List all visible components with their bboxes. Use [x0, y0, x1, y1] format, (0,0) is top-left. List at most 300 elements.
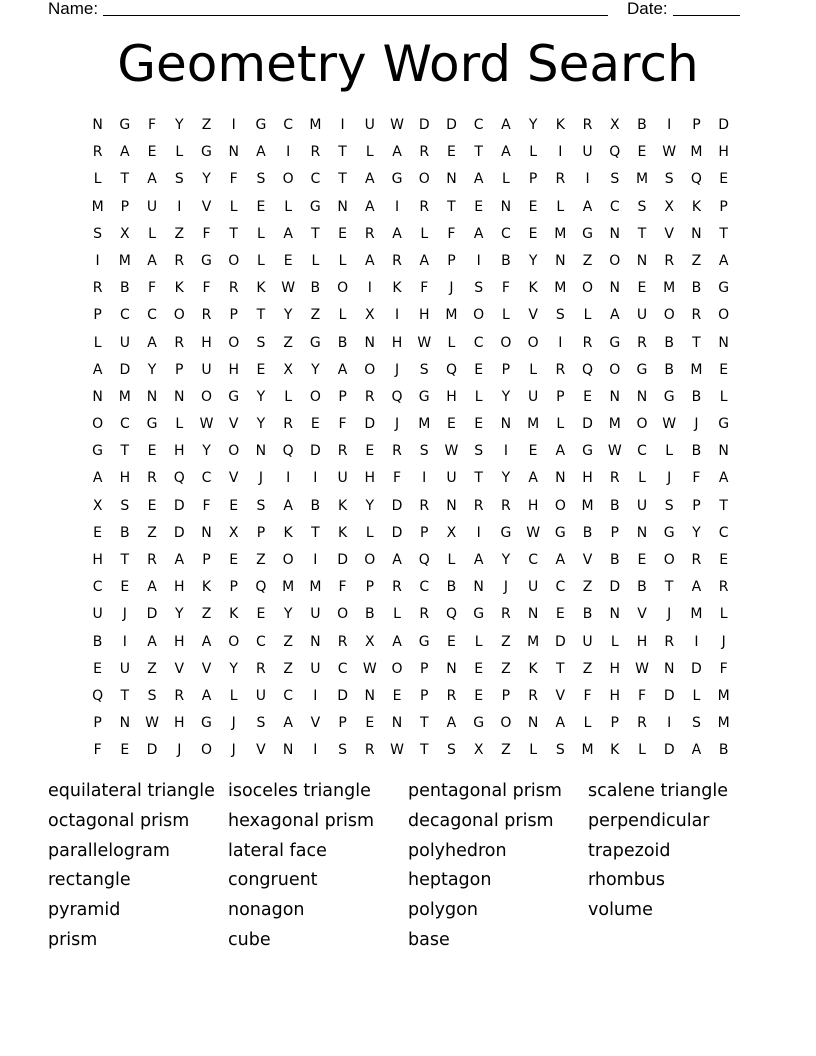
grid-cell: P — [610, 524, 619, 541]
grid-cell: V — [555, 687, 566, 704]
grid-cell: S — [555, 742, 565, 759]
grid-row — [84, 548, 737, 575]
grid-cell: L — [583, 307, 592, 324]
grid-cell: C — [637, 443, 647, 460]
grid-cell: X — [446, 524, 457, 541]
grid-cell: H — [119, 470, 131, 487]
grid-cell: A — [528, 470, 538, 487]
grid-cell: A — [555, 443, 566, 460]
grid-cell: W — [145, 715, 159, 732]
grid-cell: U — [255, 687, 267, 704]
grid-cell: B — [582, 606, 593, 623]
grid-cell: E — [528, 443, 538, 460]
grid-cell: A — [337, 361, 348, 378]
grid-cell: N — [500, 416, 512, 433]
grid-cell: H — [364, 470, 376, 487]
word-list-item: parallelogram — [48, 840, 170, 861]
grid-cell: M — [635, 171, 649, 188]
grid-cell: F — [719, 660, 728, 677]
grid-cell: C — [528, 552, 538, 568]
grid-cell: W — [199, 416, 214, 433]
grid-cell: O — [337, 280, 349, 297]
grid-cell: T — [447, 198, 456, 215]
grid-cell: L — [338, 252, 347, 269]
grid-cell: Y — [311, 361, 320, 378]
grid-cell: A — [392, 633, 402, 650]
grid-cell: A — [473, 171, 484, 188]
grid-cell: E — [719, 552, 729, 568]
grid-cell: A — [392, 144, 402, 161]
grid-cell: L — [93, 334, 102, 351]
grid-cell: O — [228, 443, 240, 460]
grid-cell: V — [664, 225, 674, 242]
grid-cell: O — [718, 307, 730, 324]
grid-cell: T — [719, 497, 728, 514]
grid-row — [84, 249, 737, 276]
grid-cell: L — [257, 225, 265, 242]
grid-cell: H — [609, 660, 621, 677]
word-list-item: pyramid — [48, 900, 121, 921]
grid-cell: C — [283, 117, 294, 133]
grid-cell: P — [556, 388, 565, 405]
grid-cell: W — [607, 443, 622, 460]
grid-cell: G — [201, 144, 212, 161]
grid-cell: S — [610, 171, 620, 188]
grid-cell: R — [664, 252, 675, 269]
grid-cell: D — [119, 361, 131, 378]
grid-cell: M — [418, 416, 431, 433]
grid-cell: E — [528, 198, 538, 215]
grid-cell: T — [474, 470, 483, 487]
grid-cell: N — [609, 225, 620, 242]
grid-cell: F — [501, 280, 510, 297]
grid-cell: C — [718, 524, 729, 541]
grid-cell: L — [501, 171, 510, 188]
grid-cell: A — [501, 117, 511, 133]
grid-cell: H — [92, 552, 103, 568]
grid-cell: M — [91, 198, 104, 215]
grid-row — [84, 222, 737, 249]
grid-cell: W — [417, 334, 432, 351]
grid-cell: E — [365, 715, 375, 732]
grid-row — [84, 466, 737, 493]
grid-cell: G — [663, 524, 675, 541]
word-list-item: polygon — [408, 900, 478, 921]
grid-cell: G — [201, 252, 212, 269]
grid-cell: R — [473, 497, 484, 514]
grid-cell: I — [313, 687, 318, 704]
grid-cell: B — [637, 579, 647, 596]
grid-cell: G — [582, 225, 593, 242]
grid-cell: N — [364, 687, 376, 704]
grid-cell: I — [367, 280, 372, 297]
grid-cell: Z — [283, 334, 293, 351]
grid-cell: G — [609, 334, 621, 351]
grid-cell: X — [283, 361, 293, 378]
grid-cell: E — [120, 579, 130, 596]
grid-cell: Y — [174, 606, 184, 623]
grid-cell: J — [449, 280, 454, 297]
grid-cell: L — [393, 606, 401, 623]
grid-cell: R — [92, 144, 103, 161]
grid-cell: D — [173, 497, 185, 514]
grid-cell: O — [527, 334, 539, 351]
grid-cell: B — [664, 334, 674, 351]
grid-cell: I — [667, 117, 672, 133]
grid-cell: N — [446, 497, 457, 514]
grid-cell: A — [147, 579, 157, 596]
grid-cell: I — [286, 144, 291, 161]
grid-cell: A — [473, 552, 484, 568]
grid-cell: W — [635, 660, 649, 677]
grid-cell: T — [719, 225, 728, 242]
grid-cell: J — [177, 742, 182, 759]
grid-cell: M — [527, 416, 540, 433]
grid-cell: F — [202, 497, 211, 514]
grid-cell: L — [610, 633, 619, 650]
grid-cell: R — [501, 497, 511, 514]
grid-cell: D — [173, 524, 185, 541]
grid-cell: L — [229, 198, 238, 215]
grid-cell: N — [691, 225, 702, 242]
word-list-item: trapezoid — [588, 840, 671, 861]
grid-cell: P — [338, 388, 347, 405]
grid-cell: A — [718, 252, 729, 269]
grid-cell: B — [691, 443, 702, 460]
grid-cell: T — [474, 144, 483, 161]
grid-cell: P — [365, 579, 375, 596]
grid-cell: E — [474, 660, 484, 677]
grid-row — [84, 630, 737, 657]
grid-cell: A — [174, 552, 185, 568]
grid-cell: A — [147, 334, 157, 351]
grid-cell: C — [501, 225, 511, 242]
grid-cell: N — [609, 280, 620, 297]
grid-cell: E — [637, 144, 647, 161]
word-list-item: rectangle — [48, 870, 131, 891]
grid-cell: R — [718, 579, 729, 596]
grid-cell: B — [609, 497, 620, 514]
grid-cell: R — [419, 606, 430, 623]
grid-cell: A — [691, 579, 702, 596]
grid-cell: O — [663, 552, 675, 568]
grid-cell: T — [229, 225, 238, 242]
grid-cell: Q — [445, 606, 457, 623]
grid-cell: Q — [255, 579, 267, 596]
grid-cell: F — [692, 470, 701, 487]
grid-row — [84, 602, 737, 629]
grid-cell: O — [228, 633, 240, 650]
grid-cell: I — [95, 252, 100, 269]
grid-cell: Y — [501, 552, 511, 568]
grid-cell: U — [146, 198, 158, 215]
grid-cell: F — [338, 579, 347, 596]
grid-cell: S — [147, 687, 157, 704]
grid-row — [84, 276, 737, 303]
letter-grid — [84, 113, 737, 766]
grid-cell: R — [392, 252, 402, 269]
grid-cell: T — [120, 171, 130, 188]
grid-cell: J — [394, 416, 400, 433]
grid-cell: N — [527, 606, 539, 623]
grid-cell: L — [93, 171, 102, 188]
grid-cell: V — [228, 470, 239, 487]
grid-cell: U — [310, 660, 321, 677]
grid-cell: W — [390, 742, 404, 759]
grid-cell: H — [718, 144, 729, 161]
grid-cell: E — [365, 443, 375, 460]
grid-cell: K — [691, 198, 702, 215]
grid-cell: T — [419, 742, 429, 759]
grid-cell: E — [147, 497, 157, 514]
grid-cell: R — [664, 633, 675, 650]
grid-cell: A — [473, 225, 484, 242]
grid-cell: G — [146, 416, 158, 433]
grid-cell: E — [147, 443, 157, 460]
grid-cell: U — [201, 361, 212, 378]
grid-cell: S — [256, 715, 266, 732]
grid-cell: Z — [501, 742, 511, 759]
grid-cell: A — [365, 171, 375, 188]
grid-cell: A — [120, 144, 130, 161]
grid-cell: G — [255, 117, 267, 133]
grid-cell: A — [256, 144, 266, 161]
grid-cell: L — [311, 252, 320, 269]
grid-cell: B — [582, 524, 593, 541]
grid-cell: M — [608, 416, 621, 433]
grid-cell: D — [337, 687, 348, 704]
grid-cell: O — [282, 171, 294, 188]
grid-cell: R — [419, 144, 430, 161]
grid-cell: N — [174, 388, 185, 405]
grid-cell: B — [310, 280, 321, 297]
grid-cell: B — [609, 552, 620, 568]
grid-cell: N — [718, 334, 729, 351]
grid-cell: H — [228, 361, 239, 378]
grid-cell: O — [554, 497, 566, 514]
grid-cell: S — [256, 497, 266, 514]
grid-cell: B — [310, 497, 321, 514]
grid-cell: K — [337, 524, 348, 541]
grid-cell: A — [283, 497, 293, 514]
grid-cell: A — [419, 252, 430, 269]
grid-cell: Z — [201, 606, 212, 623]
grid-cell: I — [340, 117, 345, 133]
grid-cell: O — [364, 552, 376, 568]
grid-cell: J — [667, 470, 672, 487]
grid-cell: D — [418, 117, 430, 133]
grid-cell: S — [256, 334, 266, 351]
grid-cell: Q — [391, 388, 403, 405]
grid-cell: O — [609, 252, 621, 269]
grid-cell: A — [92, 361, 103, 378]
grid-cell: L — [529, 742, 538, 759]
grid-cell: P — [338, 715, 347, 732]
grid-cell: S — [338, 742, 348, 759]
grid-cell: E — [283, 252, 293, 269]
grid-cell: Z — [310, 307, 321, 324]
date-blank-line — [673, 15, 740, 16]
grid-cell: D — [691, 660, 702, 677]
grid-cell: B — [120, 280, 130, 297]
grid-cell: E — [256, 198, 266, 215]
grid-cell: H — [174, 715, 185, 732]
grid-cell: D — [582, 416, 593, 433]
grid-cell: C — [419, 579, 430, 596]
grid-cell: Z — [256, 552, 266, 568]
grid-cell: Q — [173, 470, 185, 487]
grid-cell: E — [474, 687, 484, 704]
grid-cell: E — [474, 198, 484, 215]
grid-cell: P — [202, 552, 211, 568]
grid-cell: D — [554, 633, 566, 650]
grid-cell: D — [337, 552, 348, 568]
grid-cell: N — [527, 715, 539, 732]
grid-cell: N — [92, 117, 103, 133]
grid-cell: Y — [692, 524, 701, 541]
word-list-item: perpendicular — [588, 810, 710, 831]
grid-cell: D — [309, 443, 321, 460]
grid-cell: G — [636, 361, 648, 378]
grid-cell: D — [663, 687, 675, 704]
grid-cell: B — [637, 117, 647, 133]
grid-cell: N — [446, 660, 457, 677]
grid-cell: T — [692, 334, 701, 351]
grid-cell: Z — [582, 579, 593, 596]
grid-cell: E — [447, 416, 456, 433]
grid-cell: A — [283, 715, 293, 732]
grid-cell: R — [147, 552, 157, 568]
grid-cell: Q — [582, 361, 594, 378]
grid-cell: I — [558, 334, 563, 351]
grid-cell: P — [501, 361, 511, 378]
grid-cell: X — [473, 742, 484, 759]
grid-cell: C — [473, 117, 484, 133]
grid-cell: L — [420, 225, 429, 242]
grid-cell: O — [200, 742, 212, 759]
grid-cell: V — [201, 660, 212, 677]
grid-cell: E — [147, 144, 157, 161]
grid-cell: E — [719, 171, 729, 188]
grid-cell: S — [555, 307, 565, 324]
grid-cell: O — [309, 388, 321, 405]
word-list-row — [48, 808, 808, 838]
grid-cell: X — [365, 307, 375, 324]
grid-cell: O — [337, 606, 349, 623]
grid-cell: V — [582, 552, 593, 568]
grid-cell: Z — [501, 633, 511, 650]
grid-cell: Z — [691, 252, 702, 269]
grid-cell: X — [664, 198, 674, 215]
grid-cell: A — [92, 470, 103, 487]
grid-cell: K — [337, 497, 348, 514]
grid-cell: L — [175, 416, 184, 433]
grid-cell: T — [338, 144, 347, 161]
grid-cell: Z — [582, 660, 593, 677]
name-label: Name: — [48, 0, 99, 18]
grid-cell: D — [663, 742, 675, 759]
grid-cell: A — [147, 171, 157, 188]
grid-cell: E — [555, 606, 565, 623]
grid-cell: C — [555, 579, 566, 596]
grid-cell: L — [556, 198, 565, 215]
grid-cell: Y — [256, 388, 266, 405]
grid-cell: N — [609, 606, 620, 623]
grid-cell: S — [664, 497, 674, 514]
grid-cell: G — [718, 280, 730, 297]
word-list-item: volume — [588, 900, 653, 921]
grid-cell: J — [231, 715, 236, 732]
grid-cell: I — [476, 252, 481, 269]
grid-cell: Y — [528, 117, 538, 133]
grid-cell: R — [501, 606, 511, 623]
grid-cell: B — [718, 742, 729, 759]
grid-cell: R — [419, 198, 430, 215]
grid-cell: M — [118, 388, 131, 405]
grid-cell: N — [609, 388, 620, 405]
grid-cell: O — [200, 388, 212, 405]
grid-cell: U — [119, 660, 130, 677]
grid-cell: G — [500, 524, 512, 541]
grid-cell: L — [719, 606, 728, 623]
grid-cell: F — [148, 280, 157, 297]
grid-row — [84, 303, 737, 330]
grid-cell: B — [664, 361, 674, 378]
grid-cell: L — [338, 307, 347, 324]
grid-cell: R — [364, 225, 375, 242]
grid-row — [84, 140, 737, 167]
grid-cell: F — [202, 225, 211, 242]
grid-row — [84, 521, 737, 548]
grid-cell: A — [365, 252, 375, 269]
grid-cell: U — [636, 497, 648, 514]
page-title: Geometry Word Search — [117, 35, 699, 93]
grid-cell: G — [92, 443, 104, 460]
grid-cell: I — [286, 470, 291, 487]
grid-cell: L — [529, 361, 538, 378]
grid-cell: I — [394, 198, 400, 215]
grid-cell: R — [555, 171, 566, 188]
word-list-item: rhombus — [588, 870, 666, 891]
grid-cell: W — [662, 416, 677, 433]
grid-cell: Q — [609, 144, 621, 161]
grid-cell: R — [582, 117, 593, 133]
grid-row — [84, 412, 737, 439]
grid-cell: S — [637, 198, 647, 215]
word-list-item: hexagonal prism — [228, 810, 375, 831]
grid-cell: G — [663, 388, 675, 405]
grid-cell: D — [364, 416, 376, 433]
grid-cell: E — [528, 225, 538, 242]
grid-cell: I — [503, 443, 508, 460]
grid-cell: P — [692, 497, 701, 514]
grid-cell: Q — [690, 171, 702, 188]
grid-row — [84, 738, 737, 765]
grid-cell: A — [609, 307, 620, 324]
grid-cell: R — [528, 687, 538, 704]
grid-cell: M — [717, 715, 730, 732]
grid-cell: G — [309, 198, 321, 215]
grid-cell: P — [93, 715, 102, 732]
grid-cell: R — [201, 307, 212, 324]
grid-cell: D — [391, 497, 403, 514]
grid-cell: X — [609, 117, 620, 133]
grid-cell: E — [93, 660, 103, 677]
grid-row — [84, 385, 737, 412]
grid-cell: L — [257, 252, 265, 269]
grid-cell: D — [146, 742, 158, 759]
grid-cell: U — [527, 579, 539, 596]
